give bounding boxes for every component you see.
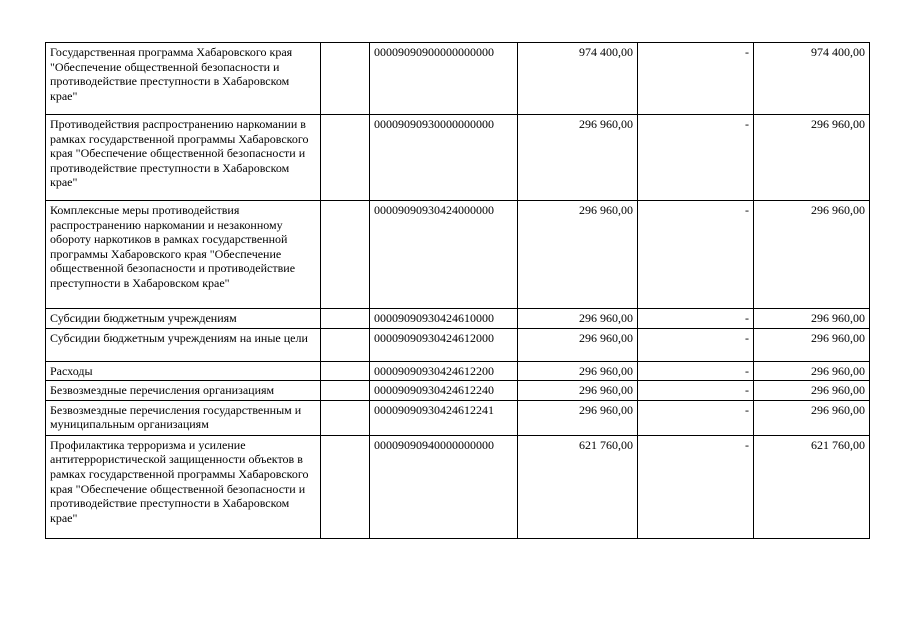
- row-name-cell: Профилактика терроризма и усиление антитеррористической защищенности объектов в рамках государственной программы Хабаровского края "Обеспечение общественной безопасности и противодействие преступности в Хабаровском крае": [46, 435, 321, 538]
- row-total-cell: 296 960,00: [754, 400, 870, 435]
- row-amount-cell: 296 960,00: [518, 381, 638, 401]
- row-code-cell: 00009090940000000000: [370, 435, 518, 538]
- row-amount-cell: 296 960,00: [518, 201, 638, 309]
- row-amount-cell: 974 400,00: [518, 43, 638, 115]
- row-name-cell: Противодействия распространению наркомании в рамках государственной программы Хабаровского края "Обеспечение общественной безопасности и противодействие преступности в Хабаровском крае": [46, 115, 321, 201]
- row-amount-cell: 296 960,00: [518, 400, 638, 435]
- table-row: [46, 381, 870, 401]
- table-row: [46, 201, 870, 309]
- row-change-cell: -: [638, 115, 754, 201]
- row-code-cell: 00009090930424610000: [370, 309, 518, 329]
- row-total-cell: 296 960,00: [754, 115, 870, 201]
- table-row: [46, 115, 870, 201]
- row-total-cell: 296 960,00: [754, 201, 870, 309]
- row-code-cell: 00009090930000000000: [370, 115, 518, 201]
- row-change-cell: -: [638, 328, 754, 361]
- row-total-cell: 296 960,00: [754, 361, 870, 381]
- row-code-cell: 00009090930424612000: [370, 328, 518, 361]
- table-row: [46, 309, 870, 329]
- row-name-cell: Безвозмездные перечисления организациям: [46, 381, 321, 401]
- row-amount-cell: 621 760,00: [518, 435, 638, 538]
- row-extra-cell: [321, 381, 370, 401]
- row-total-cell: 296 960,00: [754, 328, 870, 361]
- row-total-cell: 296 960,00: [754, 309, 870, 329]
- row-extra-cell: [321, 115, 370, 201]
- row-code-cell: 00009090930424612200: [370, 361, 518, 381]
- row-code-cell: 00009090930424612241: [370, 400, 518, 435]
- row-amount-cell: 296 960,00: [518, 328, 638, 361]
- row-change-cell: -: [638, 381, 754, 401]
- row-name-cell: Комплексные меры противодействия распространению наркомании и незаконному обороту наркотиков в рамках государственной программы Хабаровского края "Обеспечение общественной безопасности и противодействие преступности в Хабаровском крае": [46, 201, 321, 309]
- table-row: [46, 435, 870, 538]
- row-amount-cell: 296 960,00: [518, 115, 638, 201]
- row-change-cell: -: [638, 400, 754, 435]
- table-row: [46, 400, 870, 435]
- row-extra-cell: [321, 435, 370, 538]
- table-row: [46, 328, 870, 361]
- budget-table: [45, 42, 870, 539]
- row-total-cell: 974 400,00: [754, 43, 870, 115]
- row-extra-cell: [321, 201, 370, 309]
- row-extra-cell: [321, 309, 370, 329]
- row-extra-cell: [321, 328, 370, 361]
- row-change-cell: -: [638, 309, 754, 329]
- row-amount-cell: 296 960,00: [518, 361, 638, 381]
- row-name-cell: Субсидии бюджетным учреждениям на иные цели: [46, 328, 321, 361]
- table-row: [46, 43, 870, 115]
- row-name-cell: Субсидии бюджетным учреждениям: [46, 309, 321, 329]
- row-name-cell: Расходы: [46, 361, 321, 381]
- row-name-cell: Безвозмездные перечисления государственным и муниципальным организациям: [46, 400, 321, 435]
- row-name-cell: Государственная программа Хабаровского края "Обеспечение общественной безопасности и противодействие преступности в Хабаровском крае": [46, 43, 321, 115]
- row-change-cell: -: [638, 435, 754, 538]
- row-amount-cell: 296 960,00: [518, 309, 638, 329]
- budget-table-body: [46, 43, 870, 539]
- row-change-cell: -: [638, 201, 754, 309]
- row-code-cell: 00009090930424612240: [370, 381, 518, 401]
- row-extra-cell: [321, 361, 370, 381]
- row-change-cell: -: [638, 361, 754, 381]
- row-change-cell: -: [638, 43, 754, 115]
- table-row: [46, 361, 870, 381]
- row-code-cell: 00009090900000000000: [370, 43, 518, 115]
- row-extra-cell: [321, 400, 370, 435]
- row-total-cell: 621 760,00: [754, 435, 870, 538]
- row-code-cell: 00009090930424000000: [370, 201, 518, 309]
- row-extra-cell: [321, 43, 370, 115]
- row-total-cell: 296 960,00: [754, 381, 870, 401]
